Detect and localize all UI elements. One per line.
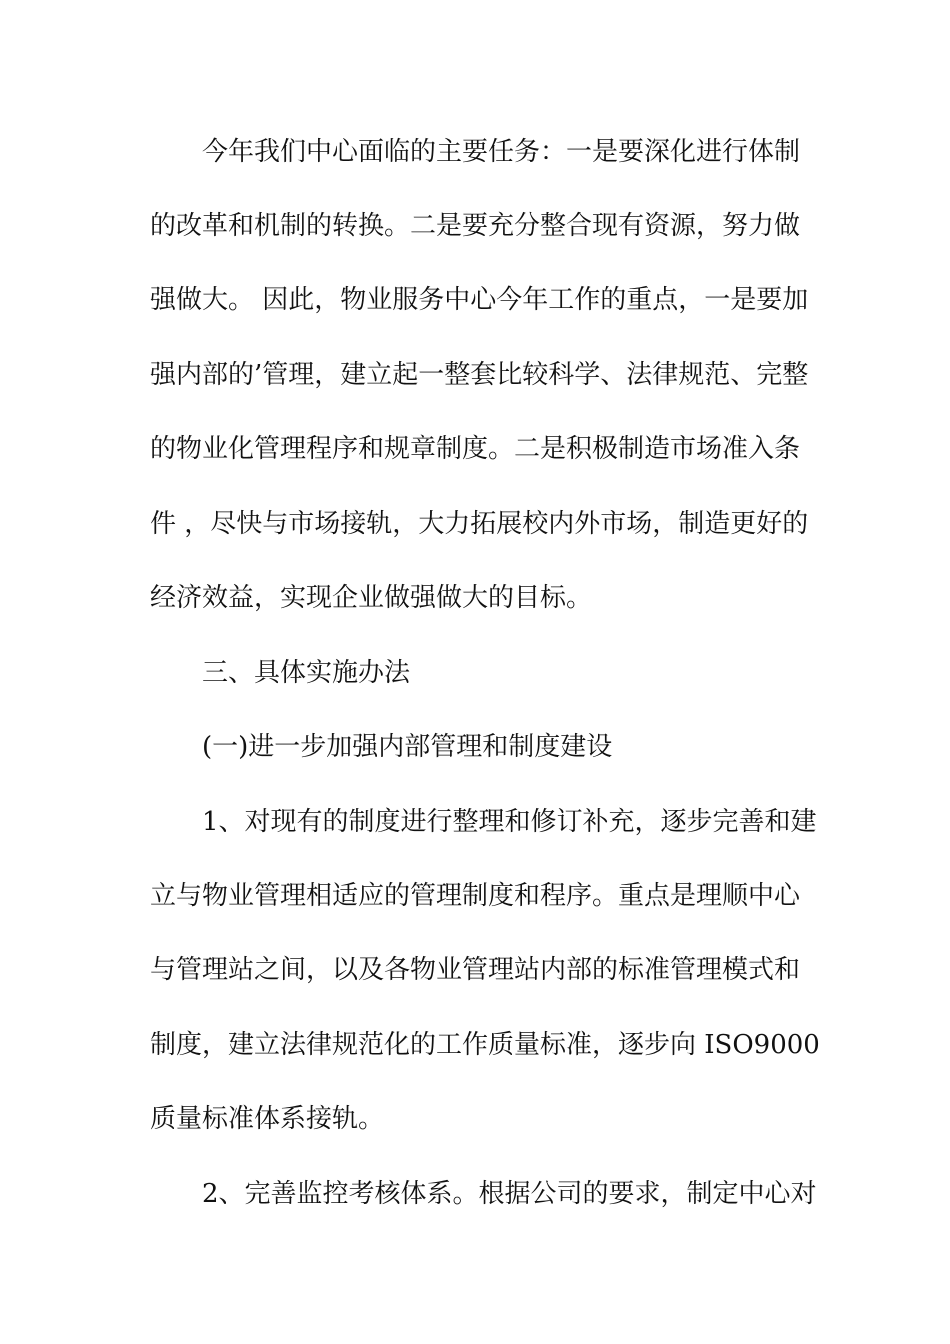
list-item-line: 制度，建立法律规范化的工作质量标准，逐步向 ISO9000 xyxy=(150,1030,820,1060)
paragraph-line: 经济效益，实现企业做强做大的目标。 xyxy=(150,583,593,613)
list-item-line: 立与物业管理相适应的管理制度和程序。重点是理顺中心 xyxy=(150,881,801,911)
list-item-line: 2、完善监控考核体系。根据公司的要求，制定中心对 xyxy=(202,1179,817,1209)
paragraph-line: 强内部的’管理，建立起一整套比较科学、法律规范、完整 xyxy=(150,360,809,390)
list-item-line: 与管理站之间，以及各物业管理站内部的标准管理模式和 xyxy=(150,955,801,985)
paragraph-line: 强做大。 因此，物业服务中心今年工作的重点，一是要加 xyxy=(150,285,809,315)
section-heading: 三、具体实施办法 xyxy=(202,658,411,688)
paragraph-line: 的物业化管理程序和规章制度。二是积极制造市场准入条 xyxy=(150,434,801,464)
paragraph-line: 件 ，尽快与市场接轨，大力拓展校内外市场，制造更好的 xyxy=(150,509,809,539)
paragraph-line: 今年我们中心面临的主要任务：一是要深化进行体制 xyxy=(202,137,801,167)
list-item-line: 质量标准体系接轨。 xyxy=(150,1104,385,1134)
subsection-heading: (一)进一步加强内部管理和制度建设 xyxy=(202,732,613,762)
paragraph-line: 的改革和机制的转换。二是要充分整合现有资源，努力做 xyxy=(150,211,801,241)
list-item-line: 1、对现有的制度进行整理和修订补充，逐步完善和建 xyxy=(202,807,817,837)
